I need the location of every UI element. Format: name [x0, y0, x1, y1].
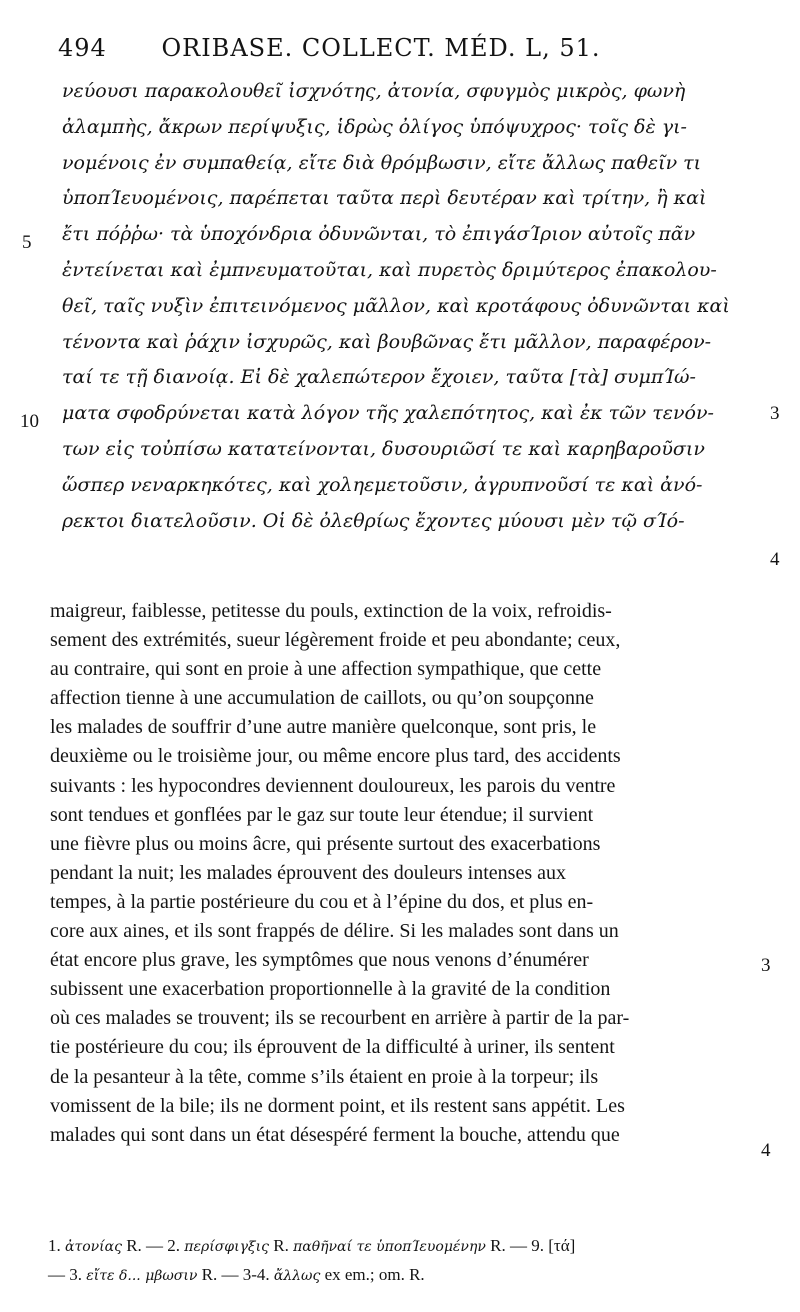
french-line: tempes, à la partie postérieure du cou et à l’épine du dos, et plus en-	[50, 890, 594, 913]
french-line: les malades de souffrir d’une autre manière quelconque, sont pris, le	[50, 716, 597, 739]
footnote-variant: παθῆναί τε ὑποπΊευομένην	[293, 1239, 486, 1255]
french-line: vomissent de la bile; ils ne dorment point, et ils restent sans appétit. Les	[50, 1094, 625, 1117]
footnote-number: 1.	[48, 1236, 61, 1255]
french-line: tie postérieure du cou; ils éprouvent de la difficulté à uriner, ils sentent	[50, 1036, 615, 1059]
french-line: une fièvre plus ou moins âcre, qui présente surtout des exacerbations	[50, 832, 601, 855]
greek-line: ὥσπερ νεναρκηκότες, καὶ χοληεμετοῦσιν, ἀγρυπνοῦσί τε καὶ ἀνό-	[62, 473, 703, 496]
footnote-variant: περίσφιγξις	[184, 1239, 269, 1255]
footnote-variant: εἴτε δ... μβωσιν	[86, 1268, 198, 1284]
french-line: pendant la nuit; les malades éprouvent des douleurs intenses aux	[50, 861, 566, 884]
greek-line: τένοντα καὶ ῥάχιν ἰσχυρῶς, καὶ βουβῶνας ἔτι μᾶλλον, παραφέρον-	[62, 330, 712, 353]
french-line: état encore plus grave, les symptômes que nous venons d’énumérer	[50, 949, 589, 972]
french-line: affection tienne à une accumulation de caillots, ou qu’on soupçonne	[50, 687, 594, 710]
french-section-marker-3: 3	[761, 955, 771, 976]
french-text-block	[50, 597, 755, 1150]
footnotes	[48, 1232, 768, 1290]
french-section-marker-4: 4	[761, 1140, 771, 1161]
greek-line: ρεκτοι διατελοῦσιν. Οἱ δὲ ὀλεθρίως ἔχοντες μύουσι μὲν τῷ σΊό-	[62, 509, 685, 532]
greek-line: νεύουσι παρακολουθεῖ ἰσχνότης, ἀτονία, σφυγμὸς μικρὸς, φωνὴ	[62, 80, 686, 102]
footnote-number: — 3.	[48, 1265, 82, 1284]
footnote-variant: ἀτονίας	[65, 1239, 122, 1255]
running-header	[58, 34, 758, 62]
greek-line: νομένοις ἐν συμπαθείᾳ, εἴτε διὰ θρόμβωσιν, εἴτε ἄλλως παθεῖν τι	[62, 151, 702, 174]
greek-line: των εἰς τοὐπίσω κατατείνονται, δυσουριῶσί τε καὶ καρηβαροῦσιν	[62, 437, 705, 460]
greek-text-block	[62, 74, 768, 539]
french-line: sement des extrémités, sueur légèrement froide et peu abondante; ceux,	[50, 629, 621, 652]
greek-section-marker-3: 3	[770, 403, 780, 424]
french-line: où ces malades se trouvent; ils se recourbent en arrière à partir de la par-	[50, 1007, 630, 1030]
greek-line: ταί τε τῇ διανοίᾳ. Εἰ δὲ χαλεπώτερον ἔχοιεν, ταῦτα [τὰ] συμπΊώ-	[62, 366, 696, 389]
french-line: deuxième ou le troisième jour, ou même encore plus tard, des accidents	[50, 745, 621, 768]
footnote-text: R. — 9. [τά]	[490, 1236, 576, 1255]
footnote-text: R. — 3-4.	[201, 1265, 270, 1284]
greek-line-number-5: 5	[22, 232, 32, 253]
greek-line: θεῖ, ταῖς νυξὶν ἐπιτεινόμενος μᾶλλον, καὶ κροτάφους ὀδυνῶνται καὶ	[62, 294, 730, 317]
footnote-text: ex em.; om. R.	[324, 1265, 425, 1284]
french-line: au contraire, qui sont en proie à une affection sympathique, que cette	[50, 658, 602, 681]
greek-line: ματα σφοδρύνεται κατὰ λόγον τῆς χαλεπότητος, καὶ ἐκ τῶν τενόν-	[62, 402, 714, 425]
french-line: subissent une exacerbation proportionnelle à la gravité de la condition	[50, 978, 611, 1001]
french-line: core aux aines, et ils sont frappés de délire. Si les malades sont dans un	[50, 920, 619, 943]
page-number: 494	[58, 34, 107, 62]
french-line: suivants : les hypocondres deviennent douloureux, les parois du ventre	[50, 774, 616, 797]
footnote-line-2	[48, 1261, 768, 1290]
french-line: de la pesanteur à la tête, comme s’ils étaient en proie à la torpeur; ils	[50, 1065, 599, 1088]
greek-line: ἔτι πόῤῥω· τὰ ὑποχόνδρια ὀδυνῶνται, τὸ ἐπιγάσΊριον αὐτοῖς πᾶν	[62, 223, 696, 246]
french-line: maigreur, faiblesse, petitesse du pouls, extinction de la voix, refroidis-	[50, 600, 612, 622]
footnote-text: R.	[273, 1236, 289, 1255]
footnote-variant: ἄλλως	[273, 1268, 321, 1284]
greek-line: ἀλαμπὴς, ἄκρων περίψυξις, ἱδρὼς ὀλίγος ὑπόψυχρος· τοῖς δὲ γι-	[62, 115, 687, 138]
running-title: ORIBASE. COLLECT. MÉD. L, 51.	[161, 34, 601, 62]
footnote-line-1	[48, 1232, 768, 1261]
greek-section-marker-4: 4	[770, 549, 780, 570]
greek-line: ὑποπΊευομένοις, παρέπεται ταῦτα περὶ δευτέραν καὶ τρίτην, ἢ καὶ	[62, 187, 707, 210]
footnote-text: R. — 2.	[126, 1236, 181, 1255]
greek-line: ἐντείνεται καὶ ἐμπνευματοῦται, καὶ πυρετὸς δριμύτερος ἐπακολου-	[62, 258, 717, 281]
french-line: sont tendues et gonflées par le gaz sur toute leur étendue; il survient	[50, 803, 594, 826]
greek-line-number-10: 10	[20, 411, 39, 432]
french-line: malades qui sont dans un état désespéré ferment la bouche, attendu que	[50, 1123, 620, 1146]
